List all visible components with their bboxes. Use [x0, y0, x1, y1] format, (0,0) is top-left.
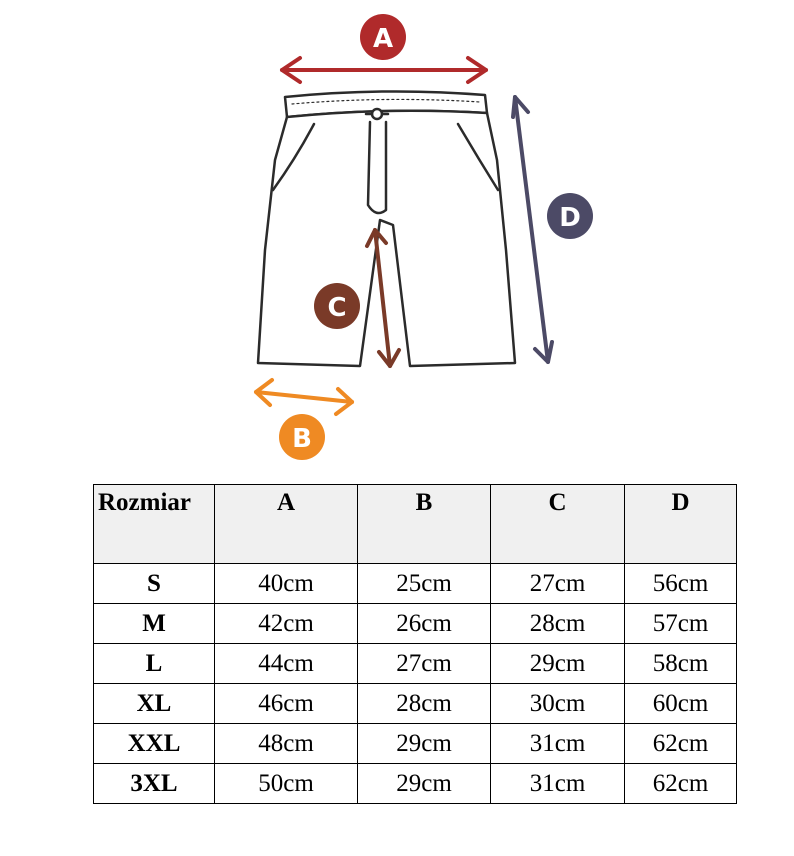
size-cell: S — [94, 564, 215, 604]
size-cell: 3XL — [94, 764, 215, 804]
value-d-cell: 56cm — [625, 564, 737, 604]
table-row — [94, 604, 737, 644]
value-a-cell: 42cm — [215, 604, 358, 644]
table-row — [94, 724, 737, 764]
table-row — [94, 644, 737, 684]
header-d: D — [625, 485, 737, 564]
header-size: Rozmiar — [94, 485, 215, 564]
table-row — [94, 764, 737, 804]
size-table — [93, 484, 737, 804]
value-c-cell: 31cm — [491, 764, 625, 804]
value-d-cell: 57cm — [625, 604, 737, 644]
header-b: B — [358, 485, 491, 564]
table-row — [94, 684, 737, 724]
size-cell: M — [94, 604, 215, 644]
svg-text:A: A — [372, 24, 394, 54]
value-b-cell: 29cm — [358, 724, 491, 764]
value-b-cell: 27cm — [358, 644, 491, 684]
value-b-cell: 26cm — [358, 604, 491, 644]
svg-text:C: C — [327, 293, 347, 323]
badge-c — [314, 283, 360, 329]
value-a-cell: 46cm — [215, 684, 358, 724]
badge-d — [547, 193, 593, 239]
badge-a — [360, 14, 406, 60]
size-cell: XXL — [94, 724, 215, 764]
header-c: C — [491, 485, 625, 564]
value-c-cell: 31cm — [491, 724, 625, 764]
size-cell: L — [94, 644, 215, 684]
value-c-cell: 28cm — [491, 604, 625, 644]
value-c-cell: 29cm — [491, 644, 625, 684]
arrow-d — [513, 97, 552, 362]
value-a-cell: 50cm — [215, 764, 358, 804]
size-cell: XL — [94, 684, 215, 724]
value-d-cell: 60cm — [625, 684, 737, 724]
value-c-cell: 30cm — [491, 684, 625, 724]
svg-text:D: D — [559, 203, 581, 233]
arrow-b — [256, 380, 352, 414]
table-header-row — [94, 485, 737, 564]
value-d-cell: 62cm — [625, 764, 737, 804]
value-c-cell: 27cm — [491, 564, 625, 604]
svg-text:B: B — [292, 424, 312, 454]
value-d-cell: 62cm — [625, 724, 737, 764]
value-d-cell: 58cm — [625, 644, 737, 684]
value-b-cell: 28cm — [358, 684, 491, 724]
value-a-cell: 40cm — [215, 564, 358, 604]
badge-b — [279, 414, 325, 460]
table-row — [94, 564, 737, 604]
value-b-cell: 29cm — [358, 764, 491, 804]
value-b-cell: 25cm — [358, 564, 491, 604]
header-a: A — [215, 485, 358, 564]
value-a-cell: 48cm — [215, 724, 358, 764]
value-a-cell: 44cm — [215, 644, 358, 684]
arrow-a — [282, 58, 486, 82]
